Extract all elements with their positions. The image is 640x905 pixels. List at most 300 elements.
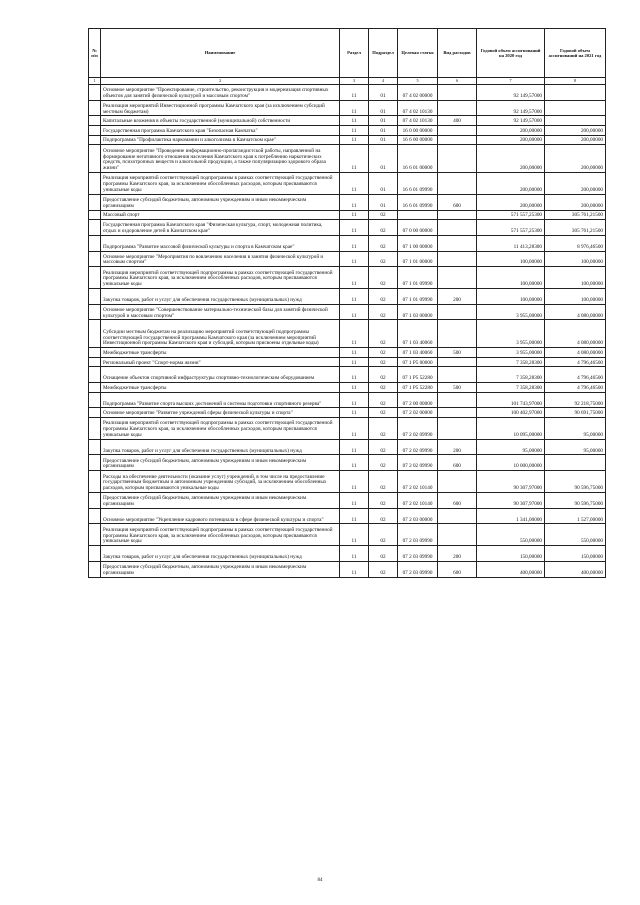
row-podrazdel: 01: [369, 194, 398, 210]
row-statya: 07 2 02 10140: [398, 471, 438, 493]
row-amount-2020: 200,00000: [477, 125, 545, 135]
row-name: Массовый спорт: [101, 210, 340, 220]
row-razdel: 11: [340, 471, 369, 493]
row-vid: [438, 408, 477, 418]
row-index: [89, 125, 101, 135]
row-podrazdel: 01: [369, 173, 398, 195]
row-razdel: 11: [340, 194, 369, 210]
row-name: Реализация мероприятий соответствующей подпрограммы в рамках соответствующей государственной программы Камчатского края, за исключением обособленных расходов, которым присваиваются уникальные коды: [101, 173, 340, 195]
row-podrazdel: 02: [369, 210, 398, 220]
table-row: [89, 383, 606, 393]
row-podrazdel: 02: [369, 408, 398, 418]
row-amount-2021: [545, 455, 606, 471]
row-amount-2021: 305 761,21500: [545, 220, 606, 236]
row-amount-2021: 100,00000: [545, 267, 606, 289]
row-name: Основное мероприятие "Проведение информационно-пропагандистской работы, направленной на формирование негативного отношения населения Камчатского края к потреблению наркотических средств, психотропных веществ и алкогольной продукции, а также популяризацию здорового образа жизни": [101, 145, 340, 173]
row-amount-2021: 4 796,46500: [545, 383, 606, 393]
row-vid: [438, 100, 477, 116]
row-podrazdel: 02: [369, 524, 398, 546]
row-index: [89, 194, 101, 210]
row-amount-2020: 7 358,28300: [477, 367, 545, 383]
row-amount-2020: 92 149,57000: [477, 116, 545, 126]
row-statya: 07 1 P5 52280: [398, 367, 438, 383]
row-razdel: 11: [340, 173, 369, 195]
column-number: 4: [369, 78, 398, 85]
row-index: [89, 85, 101, 101]
row-amount-2020: 101 743,97000: [477, 392, 545, 408]
table-row: [89, 288, 606, 304]
row-amount-2020: 90 307,97000: [477, 471, 545, 493]
row-statya: 07 1 P5 00000: [398, 357, 438, 367]
row-razdel: 11: [340, 418, 369, 440]
table-row: [89, 348, 606, 358]
row-amount-2021: 100,00000: [545, 251, 606, 267]
row-podrazdel: 01: [369, 125, 398, 135]
row-podrazdel: 02: [369, 320, 398, 348]
row-amount-2021: 95,00000: [545, 439, 606, 455]
row-razdel: 11: [340, 288, 369, 304]
row-index: [89, 173, 101, 195]
table-row: [89, 251, 606, 267]
row-index: [89, 471, 101, 493]
row-amount-2021: 90 596,75000: [545, 471, 606, 493]
table-row: [89, 173, 606, 195]
budget-table: [88, 28, 606, 578]
row-vid: 400: [438, 116, 477, 126]
row-statya: 07 2 02 09990: [398, 439, 438, 455]
row-amount-2021: 200,00000: [545, 194, 606, 210]
row-razdel: 11: [340, 383, 369, 393]
header-number: № п/п: [89, 29, 101, 78]
row-statya: 07 2 03 00000: [398, 508, 438, 524]
row-name: Предоставление субсидий бюджетным, автономным учреждениям и иным некоммерческим организациям: [101, 455, 340, 471]
row-index: [89, 439, 101, 455]
row-name: Закупка товаров, работ и услуг для обеспечения государственных (муниципальных) нужд: [101, 288, 340, 304]
row-statya: 07 4 02 10130: [398, 100, 438, 116]
row-statya: [398, 210, 438, 220]
row-name: Межбюджетные трансферты: [101, 348, 340, 358]
row-razdel: 11: [340, 145, 369, 173]
table-row: [89, 320, 606, 348]
column-number: 2: [101, 78, 340, 85]
row-vid: [438, 471, 477, 493]
row-podrazdel: 02: [369, 235, 398, 251]
row-statya: 07 0 00 00000: [398, 220, 438, 236]
row-podrazdel: 02: [369, 367, 398, 383]
row-vid: 200: [438, 439, 477, 455]
table-row: [89, 392, 606, 408]
row-index: [89, 348, 101, 358]
row-amount-2021: 550,00000: [545, 524, 606, 546]
row-name: Закупка товаров, работ и услуг для обеспечения государственных (муниципальных) нужд: [101, 546, 340, 562]
column-number: 6: [438, 78, 477, 85]
table-row: [89, 116, 606, 126]
column-number: 5: [398, 78, 438, 85]
row-amount-2020: 200,00000: [477, 173, 545, 195]
row-amount-2020: 90 307,97000: [477, 492, 545, 508]
column-number: 3: [340, 78, 369, 85]
column-number-row: [89, 78, 606, 85]
row-vid: 600: [438, 194, 477, 210]
table-row: [89, 145, 606, 173]
row-name: Основное мероприятие "Развитие учреждений сферы физической культуры и спорта": [101, 408, 340, 418]
row-amount-2020: 10 000,00000: [477, 455, 545, 471]
row-statya: 07 2 02 09990: [398, 418, 438, 440]
row-index: [89, 508, 101, 524]
row-statya: 07 2 03 09990: [398, 561, 438, 577]
header-razdel: Раздел: [340, 29, 369, 78]
row-index: [89, 383, 101, 393]
table-row: [89, 304, 606, 320]
row-podrazdel: 02: [369, 439, 398, 455]
table-row: [89, 455, 606, 471]
row-statya: 16 6 01 09990: [398, 173, 438, 195]
row-statya: 07 2 03 09990: [398, 546, 438, 562]
row-razdel: 11: [340, 392, 369, 408]
row-razdel: 11: [340, 546, 369, 562]
row-name: Подпрограмма "Профилактика наркомании и алкоголизма в Камчатском крае": [101, 135, 340, 145]
row-podrazdel: 02: [369, 508, 398, 524]
row-amount-2020: 3 955,00000: [477, 320, 545, 348]
row-razdel: 11: [340, 508, 369, 524]
row-name: Закупка товаров, работ и услуг для обеспечения государственных (муниципальных) нужд: [101, 439, 340, 455]
row-vid: [438, 418, 477, 440]
column-number: 1: [89, 78, 101, 85]
row-amount-2020: 200,00000: [477, 194, 545, 210]
row-name: Реализация мероприятий соответствующей подпрограммы в рамках соответствующей государственной программы Камчатского края, за исключением обособленных расходов, которым присваиваются уникальные коды: [101, 418, 340, 440]
row-razdel: 11: [340, 492, 369, 508]
row-name: Предоставление субсидий бюджетным, автономным учреждениям и иным некоммерческим организациям: [101, 492, 340, 508]
row-podrazdel: 01: [369, 100, 398, 116]
row-index: [89, 100, 101, 116]
row-amount-2021: 90 596,75000: [545, 492, 606, 508]
row-vid: [438, 524, 477, 546]
row-vid: [438, 267, 477, 289]
row-vid: [438, 135, 477, 145]
row-razdel: 11: [340, 367, 369, 383]
row-amount-2020: 7 358,28300: [477, 357, 545, 367]
row-amount-2020: 92 149,57000: [477, 85, 545, 101]
table-row: [89, 367, 606, 383]
row-index: [89, 220, 101, 236]
row-index: [89, 116, 101, 126]
row-amount-2021: 4 080,00000: [545, 304, 606, 320]
row-name: Подпрограмма "Развитие массовой физической культуры и спорта в Камчатском крае": [101, 235, 340, 251]
header-vid: Вид расходов: [438, 29, 477, 78]
row-vid: 600: [438, 561, 477, 577]
row-podrazdel: 02: [369, 546, 398, 562]
row-amount-2021: 400,00000: [545, 561, 606, 577]
row-statya: 07 2 02 09990: [398, 455, 438, 471]
table-row: [89, 408, 606, 418]
row-amount-2020: 100,00000: [477, 288, 545, 304]
row-amount-2021: 8 976,46500: [545, 235, 606, 251]
row-razdel: 11: [340, 455, 369, 471]
row-amount-2021: 150,00000: [545, 546, 606, 562]
row-statya: 07 2 03 09990: [398, 524, 438, 546]
row-vid: [438, 220, 477, 236]
table-row: [89, 235, 606, 251]
row-statya: 07 1 03 00000: [398, 304, 438, 320]
row-podrazdel: 02: [369, 492, 398, 508]
row-statya: 16 6 01 00000: [398, 145, 438, 173]
table-row: [89, 524, 606, 546]
row-statya: 07 2 02 00000: [398, 408, 438, 418]
row-name: Основное мероприятие "Мероприятия по вовлечению населения в занятия физической культурой и массовым спортом": [101, 251, 340, 267]
row-name: Предоставление субсидий бюджетным, автономным учреждениям и иным некоммерческим организациям: [101, 194, 340, 210]
row-amount-2020: 150,00000: [477, 546, 545, 562]
column-number: 7: [477, 78, 545, 85]
table-row: [89, 194, 606, 210]
row-vid: [438, 251, 477, 267]
row-amount-2021: 200,00000: [545, 173, 606, 195]
header-podrazdel: Подраздел: [369, 29, 398, 78]
row-amount-2021: [545, 85, 606, 101]
row-name: Основное мероприятие "Укрепление кадрового потенциала в сфере физической культуры и спорта": [101, 508, 340, 524]
row-vid: [438, 304, 477, 320]
row-amount-2020: 1 341,00000: [477, 508, 545, 524]
row-amount-2020: 550,00000: [477, 524, 545, 546]
row-amount-2021: 200,00000: [545, 125, 606, 135]
row-vid: [438, 210, 477, 220]
row-vid: 500: [438, 348, 477, 358]
row-name: Оснащение объектов спортивной инфраструктуры спортивно-технологическим оборудованием: [101, 367, 340, 383]
row-statya: 16 0 00 00000: [398, 125, 438, 135]
row-amount-2020: 100,00000: [477, 251, 545, 267]
row-vid: 600: [438, 492, 477, 508]
row-podrazdel: 02: [369, 288, 398, 304]
row-index: [89, 392, 101, 408]
row-amount-2020: 3 955,00000: [477, 304, 545, 320]
row-amount-2020: 571 557,25300: [477, 220, 545, 236]
header-row: [89, 29, 606, 78]
row-amount-2020: 7 358,28300: [477, 383, 545, 393]
row-amount-2021: 1 527,00000: [545, 508, 606, 524]
row-index: [89, 145, 101, 173]
row-podrazdel: 02: [369, 220, 398, 236]
row-amount-2020: 100 402,97000: [477, 408, 545, 418]
row-name: Основное мероприятие "Проектирование, строительство, реконструкция и модернизация спортивных объектов для занятий физической культурой и массовым спортом": [101, 85, 340, 101]
row-index: [89, 320, 101, 348]
table-row: [89, 508, 606, 524]
row-name: Основное мероприятие "Совершенствование материально-технической базы для занятий физической культурой и массовым спортом": [101, 304, 340, 320]
row-podrazdel: 02: [369, 392, 398, 408]
row-vid: [438, 145, 477, 173]
table-row: [89, 135, 606, 145]
row-name: Реализация мероприятий соответствующей подпрограммы в рамках соответствующей государственной программы Камчатского края, за исключением обособленных расходов, которым присваиваются уникальные коды: [101, 267, 340, 289]
row-razdel: 11: [340, 357, 369, 367]
row-statya: 07 1 01 00000: [398, 251, 438, 267]
row-amount-2021: 4 796,46500: [545, 367, 606, 383]
table-row: [89, 125, 606, 135]
header-statya: Целевая статья: [398, 29, 438, 78]
row-index: [89, 418, 101, 440]
row-name: Региональный проект "Спорт-норма жизни": [101, 357, 340, 367]
row-statya: 07 2 02 10140: [398, 492, 438, 508]
row-index: [89, 135, 101, 145]
row-name: Межбюджетные трансферты: [101, 383, 340, 393]
row-statya: 07 1 03 40060: [398, 348, 438, 358]
row-amount-2020: 200,00000: [477, 135, 545, 145]
table-body: [89, 85, 606, 578]
row-index: [89, 492, 101, 508]
row-razdel: 11: [340, 348, 369, 358]
row-razdel: 11: [340, 408, 369, 418]
row-amount-2021: 4 796,46500: [545, 357, 606, 367]
row-razdel: 11: [340, 524, 369, 546]
row-razdel: 11: [340, 561, 369, 577]
row-index: [89, 524, 101, 546]
table-row: [89, 418, 606, 440]
table-row: [89, 546, 606, 562]
row-index: [89, 561, 101, 577]
row-razdel: 11: [340, 100, 369, 116]
row-index: [89, 367, 101, 383]
row-amount-2020: 92 149,57000: [477, 100, 545, 116]
row-index: [89, 288, 101, 304]
row-podrazdel: 01: [369, 85, 398, 101]
row-statya: 07 1 00 00000: [398, 235, 438, 251]
header-name: Наименование: [101, 29, 340, 78]
row-name: Предоставление субсидий бюджетным, автономным учреждениям и иным некоммерческим организациям: [101, 561, 340, 577]
row-amount-2020: 571 557,25300: [477, 210, 545, 220]
row-amount-2021: 4 080,00000: [545, 348, 606, 358]
row-podrazdel: 01: [369, 145, 398, 173]
row-statya: 07 1 01 09990: [398, 288, 438, 304]
row-amount-2021: 4 080,00000: [545, 320, 606, 348]
row-podrazdel: 01: [369, 135, 398, 145]
row-razdel: 11: [340, 320, 369, 348]
table-row: [89, 357, 606, 367]
row-podrazdel: 02: [369, 418, 398, 440]
row-razdel: 11: [340, 210, 369, 220]
row-statya: 07 1 03 40060: [398, 320, 438, 348]
row-razdel: 11: [340, 439, 369, 455]
table-row: [89, 210, 606, 220]
row-podrazdel: 02: [369, 471, 398, 493]
row-razdel: 11: [340, 235, 369, 251]
row-index: [89, 210, 101, 220]
row-amount-2020: 95,00000: [477, 439, 545, 455]
row-podrazdel: 02: [369, 357, 398, 367]
row-razdel: 11: [340, 251, 369, 267]
row-index: [89, 235, 101, 251]
page-number: 84: [317, 878, 323, 883]
row-name: Подпрограмма "Развитие спорта высших достижений и системы подготовки спортивного резерва": [101, 392, 340, 408]
row-name: Реализация мероприятий соответствующей подпрограммы в рамках соответствующей государственной программы Камчатского края, за исключением обособленных расходов, которым присваиваются уникальные коды: [101, 524, 340, 546]
row-amount-2021: 92 218,75000: [545, 392, 606, 408]
row-vid: 200: [438, 288, 477, 304]
row-vid: [438, 173, 477, 195]
row-name: Государственная программа Камчатского края "Безопасная Камчатка": [101, 125, 340, 135]
row-razdel: 11: [340, 304, 369, 320]
row-statya: 16 6 00 00000: [398, 135, 438, 145]
table-row: [89, 492, 606, 508]
row-podrazdel: 02: [369, 251, 398, 267]
column-number: 8: [545, 78, 606, 85]
row-vid: 500: [438, 383, 477, 393]
row-podrazdel: 02: [369, 561, 398, 577]
row-podrazdel: 02: [369, 383, 398, 393]
row-razdel: 11: [340, 116, 369, 126]
row-vid: [438, 235, 477, 251]
row-index: [89, 357, 101, 367]
row-amount-2021: 305 761,21500: [545, 210, 606, 220]
table-row: [89, 85, 606, 101]
row-index: [89, 546, 101, 562]
header-2021: Годовой объем ассигнований на 2021 год: [545, 29, 606, 78]
row-name: Капитальные вложения в объекты государственной (муниципальной) собственности: [101, 116, 340, 126]
row-vid: 200: [438, 546, 477, 562]
row-name: Реализация мероприятий Инвестиционной программы Камчатского края (за исключением субсидий местным бюджетам): [101, 100, 340, 116]
row-vid: [438, 367, 477, 383]
row-name: Субсидии местным бюджетам на реализацию мероприятий соответствующей подпрограммы соответствующей государственной программы Камчатского края (за исключением мероприятий Инвестиционной программы Камчатского края и субсидий, которым присвоены отдельные коды): [101, 320, 340, 348]
row-amount-2021: 200,00000: [545, 145, 606, 173]
row-razdel: 11: [340, 135, 369, 145]
table-row: [89, 100, 606, 116]
row-amount-2021: 90 691,75000: [545, 408, 606, 418]
table-row: [89, 220, 606, 236]
row-razdel: 11: [340, 220, 369, 236]
table-row: [89, 439, 606, 455]
row-statya: 07 1 P5 52280: [398, 383, 438, 393]
row-razdel: 11: [340, 85, 369, 101]
table-row: [89, 267, 606, 289]
row-index: [89, 408, 101, 418]
row-vid: [438, 508, 477, 524]
row-vid: 600: [438, 455, 477, 471]
row-podrazdel: 01: [369, 116, 398, 126]
row-amount-2020: 10 095,00000: [477, 418, 545, 440]
row-amount-2021: 200,00000: [545, 135, 606, 145]
row-vid: [438, 125, 477, 135]
row-amount-2021: [545, 100, 606, 116]
row-index: [89, 455, 101, 471]
row-vid: [438, 85, 477, 101]
row-statya: 07 4 02 10130: [398, 116, 438, 126]
row-statya: 07 4 02 00000: [398, 85, 438, 101]
row-amount-2021: 95,00000: [545, 418, 606, 440]
header-2020: Годовой объем ассигнований на 2020 год: [477, 29, 545, 78]
row-statya: 07 1 01 09990: [398, 267, 438, 289]
row-razdel: 11: [340, 267, 369, 289]
row-razdel: 11: [340, 125, 369, 135]
row-index: [89, 251, 101, 267]
row-index: [89, 267, 101, 289]
row-podrazdel: 02: [369, 348, 398, 358]
row-vid: [438, 392, 477, 408]
row-amount-2021: [545, 116, 606, 126]
row-podrazdel: 02: [369, 267, 398, 289]
row-amount-2020: 11 413,28300: [477, 235, 545, 251]
row-name: Государственная программа Камчатского края "Физическая культура, спорт, молодежная политика, отдых и оздоровление детей в Камчатском крае": [101, 220, 340, 236]
row-podrazdel: 02: [369, 304, 398, 320]
row-amount-2020: 400,00000: [477, 561, 545, 577]
row-amount-2020: 100,00000: [477, 267, 545, 289]
row-index: [89, 304, 101, 320]
row-vid: [438, 357, 477, 367]
row-statya: 07 2 00 00000: [398, 392, 438, 408]
table-row: [89, 471, 606, 493]
row-name: Расходы на обеспечение деятельности (оказание услуг) учреждений, в том числе на предоставление государственным бюджетным и автономным учреждениям субсидий, за исключением обособленных расходов, которым присваиваются уникальные коды: [101, 471, 340, 493]
table-row: [89, 561, 606, 577]
row-podrazdel: 02: [369, 455, 398, 471]
row-amount-2020: 200,00000: [477, 145, 545, 173]
row-amount-2021: 100,00000: [545, 288, 606, 304]
row-amount-2020: 3 955,00000: [477, 348, 545, 358]
row-statya: 16 6 01 09990: [398, 194, 438, 210]
row-vid: [438, 320, 477, 348]
